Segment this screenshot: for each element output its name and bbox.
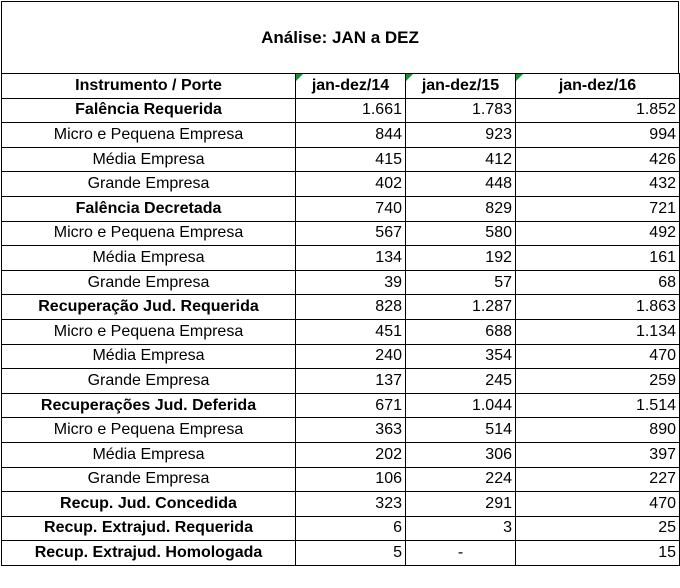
value-cell-2014[interactable]: 1.661 xyxy=(296,98,406,123)
value-cell-2015[interactable]: 245 xyxy=(406,369,516,394)
row-label-cell[interactable]: Micro e Pequena Empresa xyxy=(2,418,296,443)
table-row-category xyxy=(2,393,680,418)
value-cell-2016[interactable]: 397 xyxy=(516,442,680,467)
row-label-cell[interactable]: Grande Empresa xyxy=(2,369,296,394)
value-cell-2014[interactable]: 567 xyxy=(296,221,406,246)
value-cell-2016[interactable]: 15 xyxy=(516,541,680,566)
header-row xyxy=(2,74,680,99)
value-cell-2015[interactable]: 1.044 xyxy=(406,393,516,418)
value-cell-2015[interactable]: 448 xyxy=(406,172,516,197)
value-cell-2015[interactable]: - xyxy=(406,541,516,566)
value-cell-2014[interactable]: 106 xyxy=(296,467,406,492)
value-cell-2016[interactable]: 1.134 xyxy=(516,319,680,344)
value-cell-2014[interactable]: 240 xyxy=(296,344,406,369)
value-cell-2016[interactable]: 68 xyxy=(516,270,680,295)
value-cell-2014[interactable]: 402 xyxy=(296,172,406,197)
value-cell-2016[interactable]: 470 xyxy=(516,344,680,369)
row-label-cell[interactable]: Micro e Pequena Empresa xyxy=(2,123,296,148)
table-row xyxy=(2,369,680,394)
value-cell-2015[interactable]: 412 xyxy=(406,147,516,172)
header-label: jan-dez/16 xyxy=(558,76,637,94)
row-label-cell[interactable]: Grande Empresa xyxy=(2,270,296,295)
value-cell-2016[interactable]: 227 xyxy=(516,467,680,492)
table-row xyxy=(2,221,680,246)
value-cell-2014[interactable]: 671 xyxy=(296,393,406,418)
value-cell-2016[interactable]: 25 xyxy=(516,516,680,541)
table-row xyxy=(2,270,680,295)
value-cell-2015[interactable]: 514 xyxy=(406,418,516,443)
value-cell-2015[interactable]: 923 xyxy=(406,123,516,148)
row-label-cell[interactable]: Média Empresa xyxy=(2,344,296,369)
row-label-cell[interactable]: Grande Empresa xyxy=(2,467,296,492)
header-label: jan-dez/14 xyxy=(311,76,390,94)
row-label-cell[interactable]: Falência Requerida xyxy=(2,98,296,123)
value-cell-2014[interactable]: 137 xyxy=(296,369,406,394)
row-label-cell[interactable]: Recup. Extrajud. Requerida xyxy=(2,516,296,541)
value-cell-2014[interactable]: 740 xyxy=(296,196,406,221)
value-cell-2016[interactable]: 426 xyxy=(516,147,680,172)
header-label: jan-dez/15 xyxy=(421,76,500,94)
row-label-cell[interactable]: Micro e Pequena Empresa xyxy=(2,319,296,344)
table-row xyxy=(2,147,680,172)
value-cell-2015[interactable]: 57 xyxy=(406,270,516,295)
table-row-category xyxy=(2,98,680,123)
comment-marker-icon xyxy=(296,74,303,81)
table-title[interactable]: Análise: JAN a DEZ xyxy=(1,1,679,73)
table-row xyxy=(2,344,680,369)
value-cell-2014[interactable]: 5 xyxy=(296,541,406,566)
data-table xyxy=(1,73,680,566)
comment-marker-icon xyxy=(406,74,413,81)
value-cell-2015[interactable]: 354 xyxy=(406,344,516,369)
table-row xyxy=(2,442,680,467)
row-label-cell[interactable]: Média Empresa xyxy=(2,442,296,467)
row-label-cell[interactable]: Média Empresa xyxy=(2,147,296,172)
value-cell-2014[interactable]: 134 xyxy=(296,246,406,271)
row-label-cell[interactable]: Recuperações Jud. Deferida xyxy=(2,393,296,418)
row-label-cell[interactable]: Micro e Pequena Empresa xyxy=(2,221,296,246)
table-row-category xyxy=(2,541,680,566)
value-cell-2016[interactable]: 432 xyxy=(516,172,680,197)
value-cell-2015[interactable]: 306 xyxy=(406,442,516,467)
value-cell-2014[interactable]: 828 xyxy=(296,295,406,320)
value-cell-2014[interactable]: 39 xyxy=(296,270,406,295)
table-row xyxy=(2,319,680,344)
value-cell-2014[interactable]: 363 xyxy=(296,418,406,443)
value-cell-2014[interactable]: 415 xyxy=(296,147,406,172)
value-cell-2015[interactable]: 580 xyxy=(406,221,516,246)
value-cell-2015[interactable]: 829 xyxy=(406,196,516,221)
table-row-category xyxy=(2,516,680,541)
value-cell-2015[interactable]: 192 xyxy=(406,246,516,271)
table-row-category xyxy=(2,295,680,320)
value-cell-2014[interactable]: 844 xyxy=(296,123,406,148)
value-cell-2014[interactable]: 6 xyxy=(296,516,406,541)
row-label-cell[interactable]: Falência Decretada xyxy=(2,196,296,221)
row-label-cell[interactable]: Recup. Extrajud. Homologada xyxy=(2,541,296,566)
value-cell-2015[interactable]: 3 xyxy=(406,516,516,541)
value-cell-2014[interactable]: 323 xyxy=(296,492,406,517)
table-row xyxy=(2,172,680,197)
table-row xyxy=(2,246,680,271)
table-row xyxy=(2,123,680,148)
value-cell-2016[interactable]: 1.852 xyxy=(516,98,680,123)
header-col-2016[interactable] xyxy=(516,74,680,99)
row-label-cell[interactable]: Recuperação Jud. Requerida xyxy=(2,295,296,320)
value-cell-2015[interactable]: 224 xyxy=(406,467,516,492)
value-cell-2016[interactable]: 1.863 xyxy=(516,295,680,320)
value-cell-2015[interactable]: 1.287 xyxy=(406,295,516,320)
value-cell-2016[interactable]: 721 xyxy=(516,196,680,221)
value-cell-2016[interactable]: 1.514 xyxy=(516,393,680,418)
comment-marker-icon xyxy=(516,74,523,81)
row-label-cell[interactable]: Recup. Jud. Concedida xyxy=(2,492,296,517)
table-row xyxy=(2,467,680,492)
header-instrumento[interactable]: Instrumento / Porte xyxy=(2,74,296,99)
value-cell-2016[interactable]: 161 xyxy=(516,246,680,271)
table-row xyxy=(2,418,680,443)
value-cell-2016[interactable]: 994 xyxy=(516,123,680,148)
row-label-cell[interactable]: Grande Empresa xyxy=(2,172,296,197)
value-cell-2016[interactable]: 259 xyxy=(516,369,680,394)
value-cell-2014[interactable]: 451 xyxy=(296,319,406,344)
header-col-2015[interactable] xyxy=(406,74,516,99)
value-cell-2015[interactable]: 688 xyxy=(406,319,516,344)
value-cell-2015[interactable]: 291 xyxy=(406,492,516,517)
value-cell-2015[interactable]: 1.783 xyxy=(406,98,516,123)
value-cell-2016[interactable]: 492 xyxy=(516,221,680,246)
row-label-cell[interactable]: Média Empresa xyxy=(2,246,296,271)
value-cell-2016[interactable]: 470 xyxy=(516,492,680,517)
header-col-2014[interactable] xyxy=(296,74,406,99)
table-row-category xyxy=(2,196,680,221)
table-row-category xyxy=(2,492,680,517)
value-cell-2014[interactable]: 202 xyxy=(296,442,406,467)
value-cell-2016[interactable]: 890 xyxy=(516,418,680,443)
